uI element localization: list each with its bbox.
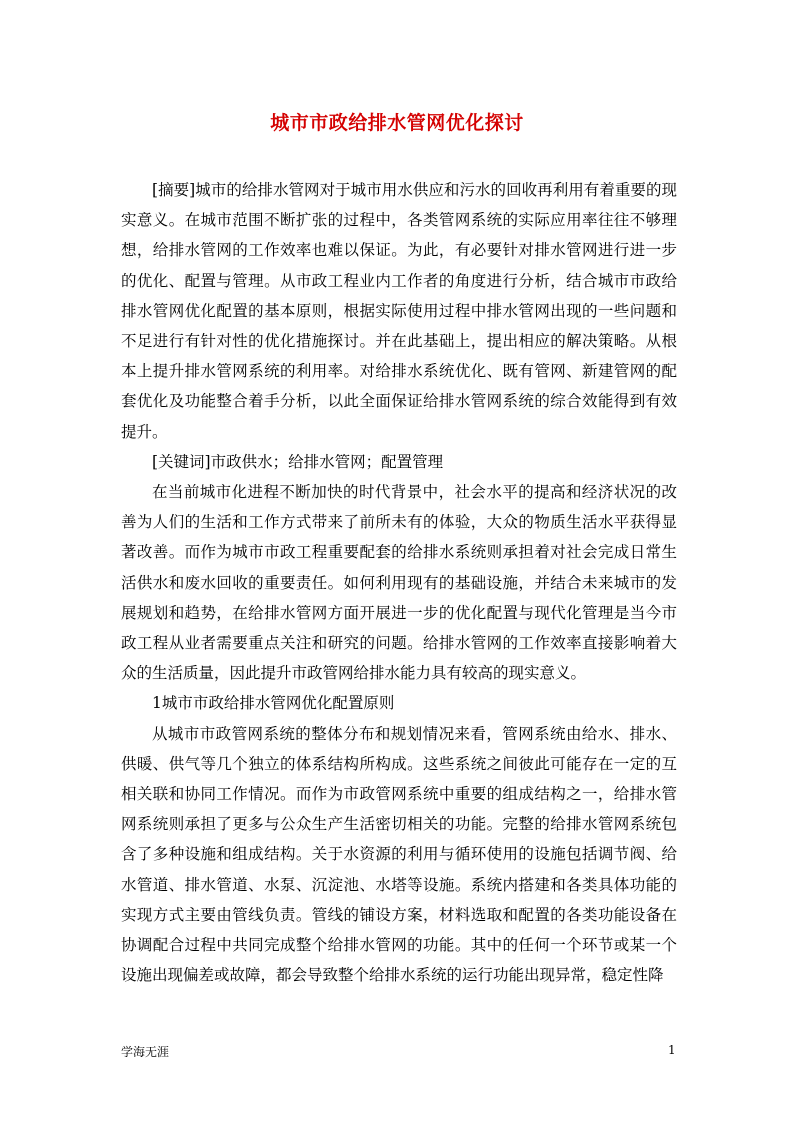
page-number: 1 — [668, 1043, 676, 1057]
keywords-paragraph: [关键词]市政供水；给排水管网；配置管理 — [152, 452, 444, 471]
document-body — [121, 175, 677, 990]
document-title: 城市市政给排水管网优化探讨 — [270, 112, 524, 134]
section-paragraph: 从城市市政管网系统的整体分布和规划情况来看，管网系统由给水、排水、供暖、供气等几个独立的体系结构所构成。这些系统之间彼此可能存在一定的互相关联和协同工作情况。而作为市政管网系统中重要的组成结构之一，给排水管网系统则承担了更多与公众生产生活密切相关的功能。完整的给排水管网系统包含了多种设施和组成结构。关于水资源的利用与循环使用的设施包括调节阀、给水管道、排水管道、水泵、沉淀池、水塔等设施。系统内搭建和各类具体功能的实现方式主要由管线负责。管线的铺设方案，材料选取和配置的各类功能设备在协调配合过程中共同完成整个给排水管网的功能。其中的任何一个环节或某一个设施出现偏差或故障，都会导致整个给排水系统的运行功能出现异常，稳定性降 — [121, 724, 677, 985]
footer-text: 学海无涯 — [121, 1045, 170, 1059]
intro-paragraph: 在当前城市化进程不断加快的时代背景中，社会水平的提高和经济状况的改善为人们的生活和工作方式带来了前所未有的体验，大众的物质生活水平获得显著改善。而作为城市市政工程重要配套的给排水系统则承担着对社会完成日常生活供水和废水回收的重要责任。如何利用现有的基础设施，并结合未来城市的发展规划和趋势，在给排水管网方面开展进一步的优化配置与现代化管理是当今市政工程从业者需要重点关注和研究的问题。给排水管网的工作效率直接影响着大众的生活质量，因此提升市政管网给排水能力具有较高的现实意义。 — [121, 483, 677, 683]
abstract-paragraph: [摘要]城市的给排水管网对于城市用水供应和污水的回收再利用有着重要的现实意义。在城市范围不断扩张的过程中，各类管网系统的实际应用率往往不够理想，给排水管网的工作效率也难以保证。为此，有必要针对排水管网进行进一步的优化、配置与管理。从市政工程业内工作者的角度进行分析，结合城市市政给排水管网优化配置的基本原则，根据实际使用过程中排水管网出现的一些问题和不足进行有针对性的优化措施探讨。并在此基础上，提出相应的解决策略。从根本上提升排水管网系统的利用率。对给排水系统优化、既有管网、新建管网的配套优化及功能整合着手分析，以此全面保证给排水管网系统的综合效能得到有效提升。 — [121, 181, 677, 441]
section-heading: 1城市市政给排水管网优化配置原则 — [152, 694, 395, 713]
